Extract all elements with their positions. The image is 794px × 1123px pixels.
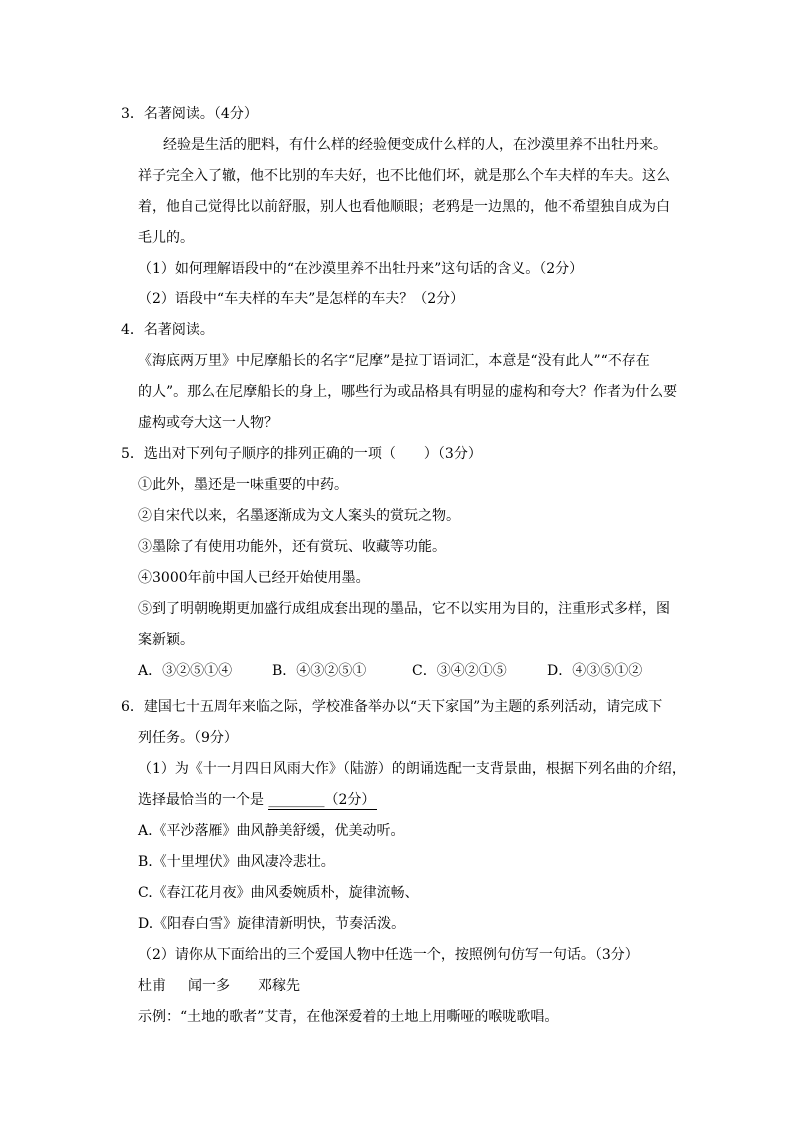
q6-title-line-2: 列任务。（9分） [138, 730, 238, 746]
q4-body-line-1: 《海底两万里》中尼摩船长的名字“尼摩”是拉丁语词汇，本意是“没有此人”“不存在 [138, 353, 650, 369]
q6-example: 示例：“土地的歌者”艾青，在他深爱着的土地上用嘶哑的喉咙歌唱。 [138, 1009, 559, 1025]
q5-item-2: ②自宋代以来，名墨逐渐成为文人案头的赏玩之物。 [138, 508, 460, 524]
q6-choice-d: D.《阳春白雪》旋律清新明快，节奏活泼。 [138, 916, 406, 932]
q5-option-a: A．③②⑤①④ [138, 663, 233, 679]
q6-sub-question-2: （2）请你从下面给出的三个爱国人物中任选一个，按照例句仿写一句话。（3分） [138, 947, 639, 963]
q6-person-3: 邓稼先 [258, 978, 300, 994]
q5-item-3: ③墨除了有使用功能外，还有赏玩、收藏等功能。 [138, 539, 446, 555]
q6-choice-c: C.《春江花月夜》曲风委婉质朴，旋律流畅、 [138, 885, 419, 901]
q6-sub-question-1-line-1: （1）为《十一月四日风雨大作》（陆游）的朗诵选配一支背景曲，根据下列名曲的介绍， [138, 761, 686, 777]
q5-option-b: B．④③②⑤① [272, 663, 367, 679]
q3-passage-line-2: 祥子完全入了辙，他不比别的车夫好，也不比他们坏，就是那么个车夫样的车夫。这么 [138, 168, 670, 184]
q3-sub-question-1: （1）如何理解语段中的“在沙漠里养不出牡丹来”这句话的含义。（2分） [138, 261, 584, 277]
q6-sub-question-1-prompt: 选择最恰当的一个是 [138, 792, 264, 808]
q6-title-line-1: 6．建国七十五周年来临之际，学校准备举办以“天下家国”为主题的系列活动，请完成下 [121, 699, 663, 715]
q3-sub-question-2: （2）语段中“车夫样的车夫”是怎样的车夫？（2分） [138, 291, 465, 307]
q5-title: 5．选出对下列句子顺序的排列正确的一项（ ）（3分） [121, 446, 482, 462]
q5-option-d: D．④③⑤①② [547, 663, 643, 679]
q6-choice-a: A.《平沙落雁》曲风静美舒缓，优美动听。 [138, 823, 405, 839]
q5-item-1: ①此外，墨还是一味重要的中药。 [138, 477, 348, 493]
q3-passage-line-3: 着，他自己觉得比以前舒服，别人也看他顺眼；老鸦是一边黑的，他不希望独自成为白 [138, 199, 670, 215]
q4-body-line-2: 的人”。那么在尼摩船长的身上，哪些行为或品格具有明显的虚构和夸大？作者为什么要 [138, 384, 678, 400]
q6-choice-b: B.《十里埋伏》曲风凄冷悲壮。 [138, 854, 335, 870]
q6-person-1: 杜甫 [138, 978, 166, 994]
q3-passage-line-4: 毛儿的。 [138, 230, 194, 246]
q6-person-2: 闻一多 [188, 978, 230, 994]
answer-blank: ________（2分） [268, 792, 376, 808]
q5-item-5-line-1: ⑤到了明朝晚期更加盛行成组成套出现的墨品，它不以实用为目的，注重形式多样，图 [138, 601, 670, 617]
q5-item-4: ④3000年前中国人已经开始使用墨。 [138, 570, 370, 586]
q3-passage-line-1: 经验是生活的肥料，有什么样的经验便变成什么样的人，在沙漠里养不出牡丹来。 [163, 137, 667, 153]
q5-option-c: C．③④②①⑤ [412, 663, 507, 679]
q4-body-line-3: 虚构或夸大这一人物？ [138, 415, 278, 431]
q4-title: 4．名著阅读。 [121, 322, 214, 338]
q5-item-5-line-2: 案新颖。 [138, 632, 194, 648]
q6-sub-question-1-line-2 [138, 791, 377, 810]
q3-title: 3．名著阅读。（4分） [121, 106, 258, 122]
